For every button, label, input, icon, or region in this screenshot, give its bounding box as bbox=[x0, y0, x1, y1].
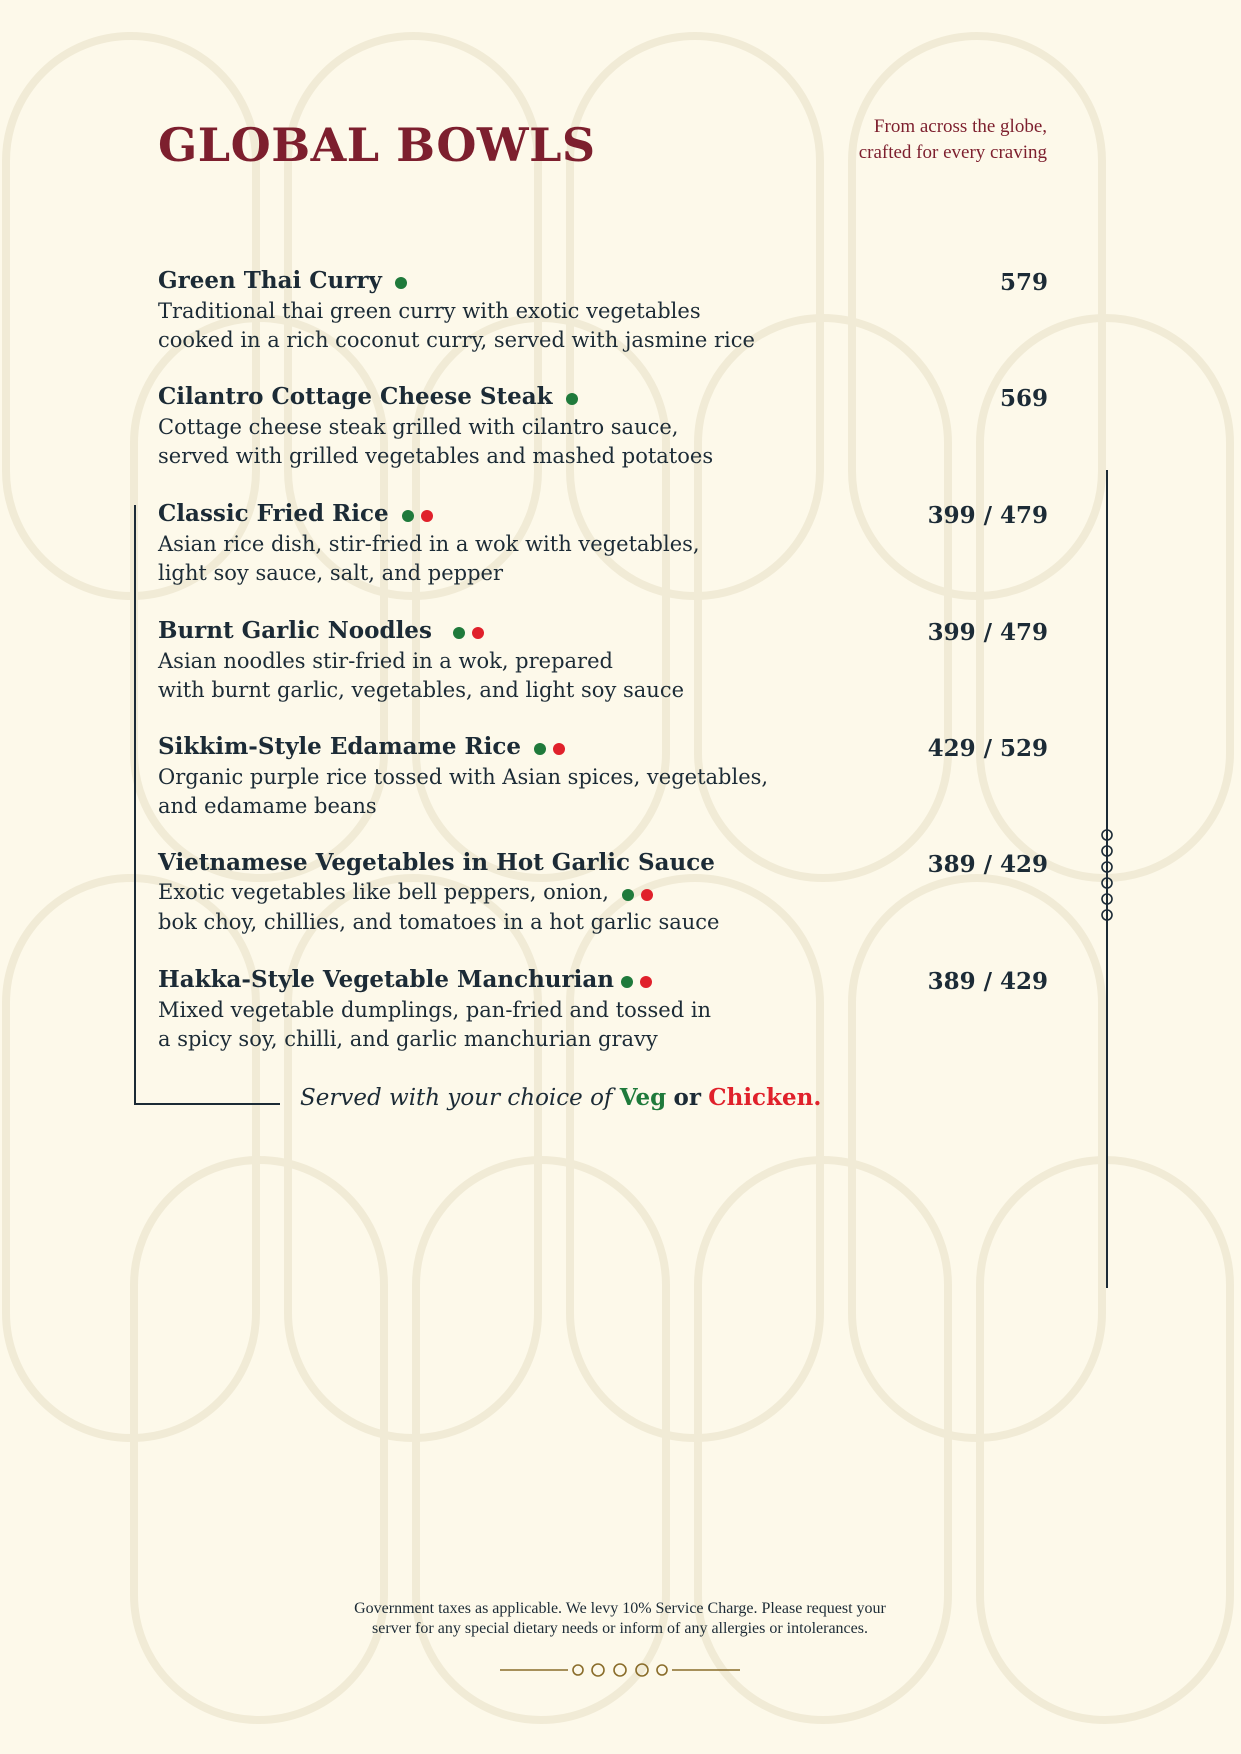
tagline-line: crafted for every craving bbox=[858, 142, 1047, 163]
item-description: Cottage cheese steak grilled with cilantro sauce, bbox=[158, 415, 679, 439]
footer-line: Government taxes as applicable. We levy 10% Service Charge. Please request your bbox=[354, 1600, 886, 1617]
item-name: Burnt Garlic Noodles bbox=[158, 617, 432, 644]
non-veg-dot-icon bbox=[421, 510, 433, 522]
item-description: Organic purple rice tossed with Asian spices, vegetables, bbox=[158, 765, 769, 789]
diet-markers bbox=[527, 733, 565, 763]
item-price: 399 / 479 bbox=[927, 502, 1048, 529]
item-description: Mixed vegetable dumplings, pan-fried and tossed in bbox=[158, 998, 712, 1022]
diet-markers bbox=[446, 617, 484, 647]
item-price: 569 bbox=[999, 385, 1048, 412]
item-name: Hakka-Style Vegetable Manchurian bbox=[158, 966, 615, 993]
veg-dot-icon bbox=[402, 510, 414, 522]
veg-dot-icon bbox=[621, 976, 633, 988]
veg-dot-icon bbox=[395, 277, 407, 289]
served-note-veg: Veg bbox=[619, 1084, 667, 1111]
served-with-note bbox=[300, 1084, 821, 1111]
menu-item bbox=[158, 499, 1048, 588]
item-name: Cilantro Cottage Cheese Steak bbox=[158, 383, 553, 410]
menu-item bbox=[158, 848, 1048, 937]
item-description: Exotic vegetables like bell peppers, onion, bbox=[158, 880, 609, 904]
veg-dot-icon bbox=[622, 889, 634, 901]
non-veg-dot-icon bbox=[553, 743, 565, 755]
item-price: 429 / 529 bbox=[927, 735, 1048, 762]
veg-dot-icon bbox=[453, 627, 465, 639]
scroll-ornament-icon bbox=[1097, 825, 1117, 925]
diet-markers bbox=[615, 879, 653, 908]
footer-line: server for any special dietary needs or inform of any allergies or intolerances. bbox=[372, 1620, 868, 1637]
item-description: light soy sauce, salt, and pepper bbox=[158, 561, 504, 585]
non-veg-dot-icon bbox=[641, 889, 653, 901]
item-price: 389 / 429 bbox=[927, 968, 1048, 995]
item-name: Sikkim-Style Edamame Rice bbox=[158, 733, 522, 760]
served-note-lead: Served with your choice of bbox=[300, 1085, 613, 1111]
diet-markers bbox=[614, 966, 652, 996]
item-name: Green Thai Curry bbox=[158, 267, 382, 294]
footer-flourish-icon bbox=[500, 1658, 740, 1682]
item-description: Asian noodles stir-fried in a wok, prepared bbox=[158, 649, 613, 673]
diet-markers bbox=[395, 500, 433, 530]
non-veg-dot-icon bbox=[640, 976, 652, 988]
menu-item bbox=[158, 732, 1048, 821]
veg-dot-icon bbox=[534, 743, 546, 755]
item-description: cooked in a rich coconut curry, served with jasmine rice bbox=[158, 328, 755, 352]
item-name: Vietnamese Vegetables in Hot Garlic Sauce bbox=[158, 849, 715, 876]
item-description: and edamame beans bbox=[158, 794, 377, 818]
item-price: 579 bbox=[999, 269, 1048, 296]
diet-markers bbox=[388, 267, 407, 297]
item-description: with burnt garlic, vegetables, and light soy sauce bbox=[158, 678, 685, 702]
menu-item bbox=[158, 965, 1048, 1054]
tagline-line: From across the globe, bbox=[873, 116, 1047, 137]
served-note-chicken: Chicken. bbox=[708, 1084, 822, 1111]
served-note-or: or bbox=[673, 1084, 701, 1111]
menu-item bbox=[158, 382, 1048, 471]
menu-item bbox=[158, 616, 1048, 705]
tagline bbox=[687, 114, 1047, 166]
non-veg-dot-icon bbox=[472, 627, 484, 639]
item-description: served with grilled vegetables and mashed potatoes bbox=[158, 444, 714, 468]
item-price: 399 / 479 bbox=[927, 619, 1048, 646]
item-name: Classic Fried Rice bbox=[158, 500, 389, 527]
veg-dot-icon bbox=[566, 393, 578, 405]
page-title: GLOBAL BOWLS bbox=[158, 118, 596, 172]
menu-item bbox=[158, 266, 1048, 355]
item-description: bok choy, chillies, and tomatoes in a hot garlic sauce bbox=[158, 910, 720, 934]
item-description: Traditional thai green curry with exotic vegetables bbox=[158, 299, 701, 323]
item-description: a spicy soy, chilli, and garlic manchurian gravy bbox=[158, 1027, 658, 1051]
diet-markers bbox=[559, 383, 578, 413]
item-description: Asian rice dish, stir-fried in a wok with vegetables, bbox=[158, 532, 700, 556]
footer-disclaimer bbox=[270, 1599, 970, 1639]
item-price: 389 / 429 bbox=[927, 851, 1048, 878]
